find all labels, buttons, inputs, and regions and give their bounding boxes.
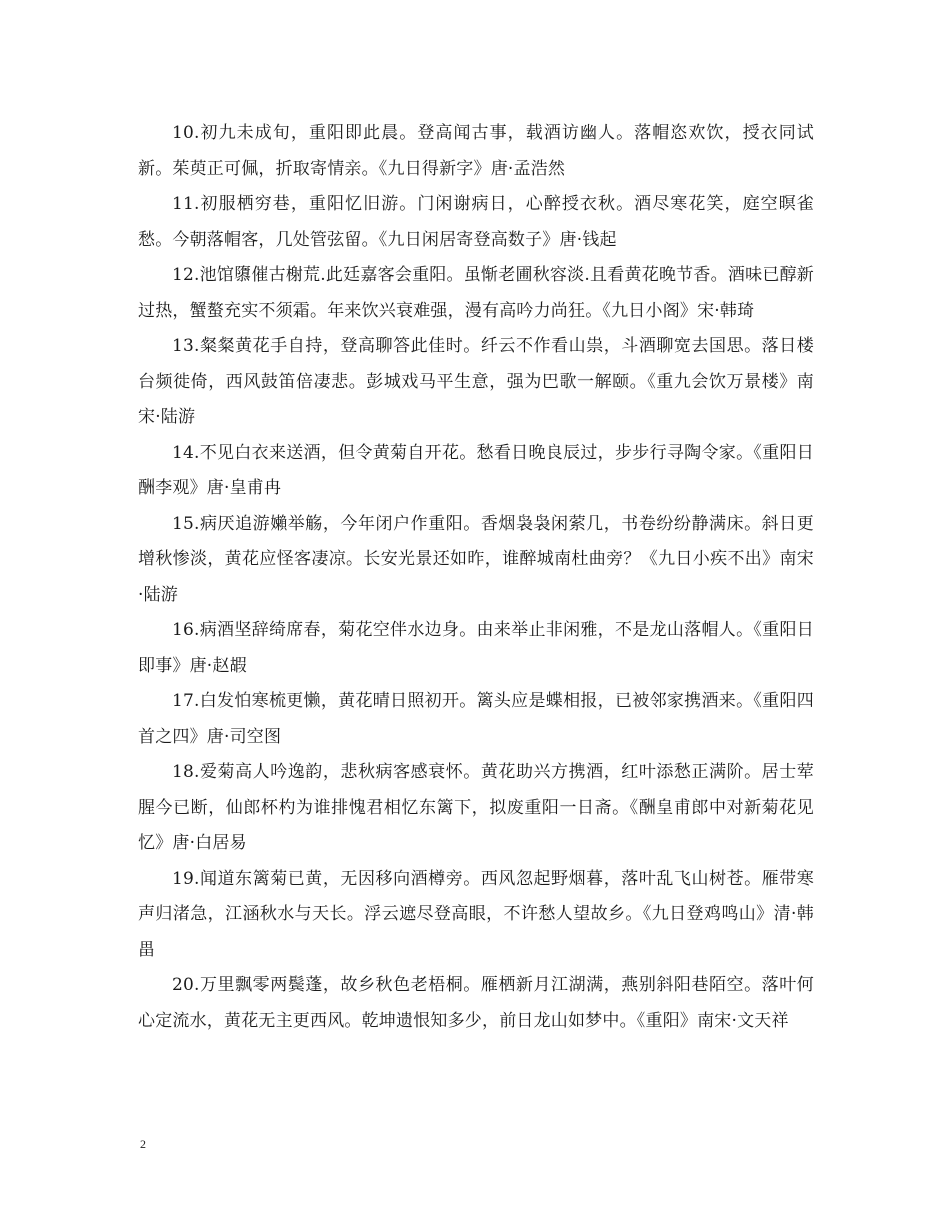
poem-paragraph-19: 19.闻道东篱菊已黄，无因移向酒樽旁。西风忽起野烟暮，落叶乱飞山树苍。雁带寒声归渚急，江涵秋水与天长。浮云遮尽登高眼，不许愁人望故乡。《九日登鸡鸣山》清·韩畕 [138,868,814,960]
poem-paragraph-11: 11.初服栖穷巷，重阳忆旧游。门闲谢病日，心醉授衣秋。酒尽寒花笑，庭空暝雀愁。今朝落帽客，几处管弦留。《九日闲居寄登高数子》唐·钱起 [138,194,814,250]
poem-paragraph-16: 16.病酒坚辞绮席春，菊花空伴水边身。由来举止非闲雅，不是龙山落帽人。《重阳日即事》唐·赵嘏 [138,620,814,676]
page-number: 2 [140,1137,146,1151]
poem-paragraph-15: 15.病厌追游嬾举觞，今年闭户作重阳。香烟袅袅闲萦几，书卷纷纷静满床。斜日更增秋惨淡，黄花应怪客凄凉。长安光景还如昨，谁醉城南杜曲旁？《九日小疾不出》南宋·陆游 [138,513,814,605]
poem-paragraph-12: 12.池馆隳催古榭荒.此廷嘉客会重阳。虽惭老圃秋容淡.且看黄花晚节香。酒味已醇新过热，蟹螯充实不须霜。年来饮兴衰难强，漫有高吟力尚狂。《九日小阁》宋·韩琦 [138,265,814,321]
poem-paragraph-20: 20.万里飘零两鬓蓬，故乡秋色老梧桐。雁栖新月江湖满，燕别斜阳巷陌空。落叶何心定流水，黄花无主更西风。乾坤遗恨知多少，前日龙山如梦中。《重阳》南宋·文天祥 [138,975,814,1031]
poem-list [138,116,814,1039]
poem-paragraph-17: 17.白发怕寒梳更懒，黄花晴日照初开。篱头应是蝶相报，已被邻家携酒来。《重阳四首之四》唐·司空图 [138,691,814,747]
poem-paragraph-18: 18.爱菊高人吟逸韵，悲秋病客感衰怀。黄花助兴方携酒，红叶添愁正满阶。居士荤腥今已断，仙郎杯杓为谁排愧君相忆东篱下，拟废重阳一日斋。《酬皇甫郎中对新菊花见忆》唐·白居易 [138,762,814,853]
poem-paragraph-14: 14.不见白衣来送酒，但令黄菊自开花。愁看日晚良辰过，步步行寻陶令家。《重阳日酬李观》唐·皇甫冉 [138,442,814,498]
poem-paragraph-13: 13.粲粲黄花手自持，登高聊答此佳时。纤云不作看山祟，斗酒聊宽去国思。落日楼台频徙倚，西风鼓笛倍凄悲。彭城戏马平生意，强为巴歌一解颐。《重九会饮万景楼》南宋·陆游 [138,336,814,427]
poem-paragraph-10: 10.初九未成旬，重阳即此晨。登高闻古事，载酒访幽人。落帽恣欢饮，授衣同试新。茱萸正可佩，折取寄情亲。《九日得新字》唐·孟浩然 [138,123,814,179]
